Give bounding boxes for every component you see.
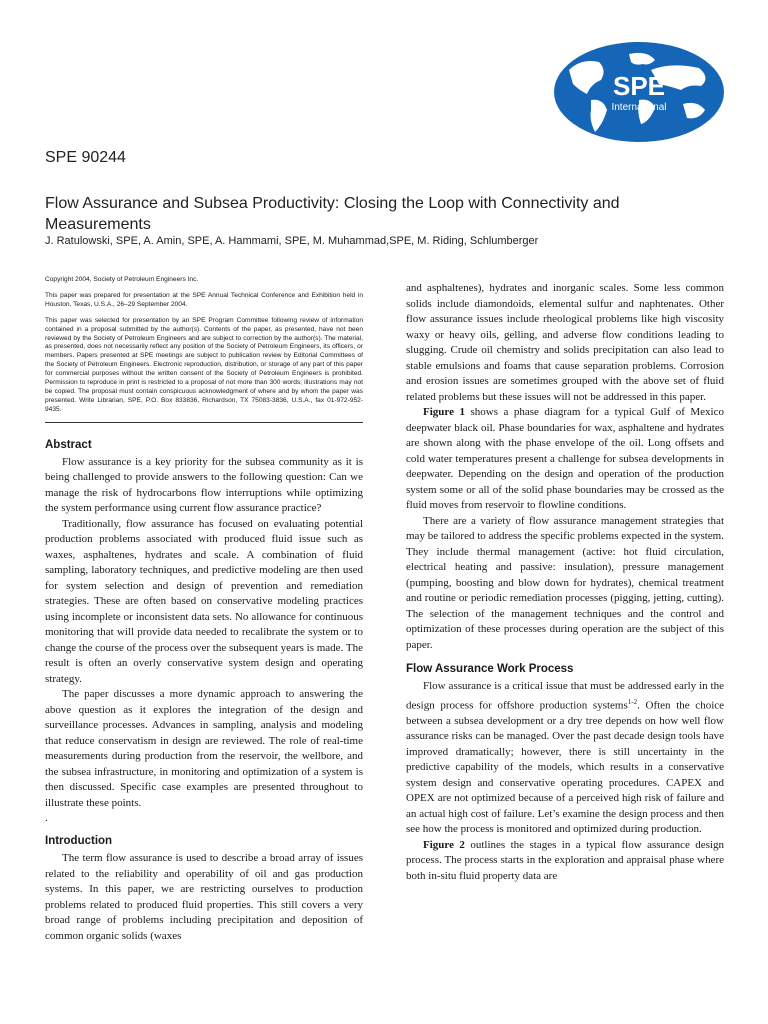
body-paragraph <box>406 679 724 838</box>
copyright-line: Copyright 2004, Society of Petroleum Engineers Inc. <box>45 276 199 283</box>
body-paragraph <box>406 405 724 514</box>
work-process-text-a: Flow assurance is a critical issue that must be addressed early in the design process for offshore production systems <box>406 680 724 712</box>
stray-dot: . <box>45 812 48 825</box>
logo-subtext: International <box>611 102 667 113</box>
work-process-heading: Flow Assurance Work Process <box>406 663 574 675</box>
figure-2-text: outlines the stages in a typical flow assurance design process. The process starts in the exploration and appraisal phase where both in-situ fluid property data are <box>406 838 724 882</box>
introduction-paragraph: The term flow assurance is used to describe a broad array of issues related to the reliability and operability of oil and gas production systems. In this paper, we are restricting ourselves to production problems related to produced fluid properties. This still covers a very broad range of problems including precipitation and deposition of common organic solids (waxes <box>45 852 363 942</box>
presentation-notice: This paper was prepared for presentation at the SPE Annual Technical Conference and Exhibition held in Houston, Texas, U.S.A., 26–29 September 2004. <box>45 291 363 308</box>
introduction-heading: Introduction <box>45 835 113 848</box>
logo-text: SPE <box>612 71 666 101</box>
paper-number: SPE 90244 <box>45 149 126 166</box>
figure-2-reference: Figure 2 <box>423 838 465 851</box>
body-paragraph: There are a variety of flow assurance management strategies that may be tailored to address the specific problems expected in the system. They include thermal management (active: hot fluid circulation, electrical heating and passive: insulation), pressure management (pumping, boosting and blow down for hydrates), chemical treatment and routine or periodic remediation processes (pigging, jetting, cutting). The selection of the management techniques and the control and optimization of these processes during operation are the subject of this paper. <box>406 514 724 651</box>
citation-superscript: 1-2 <box>627 697 638 706</box>
work-process-text-b: . Often the choice between a subsea development or a dry tree depends on how well flow assurance risks can be managed. Over the past decade design tools have improved dramatically; however, there is still uncertainty in the predictive capability of the models, which results in a conservative system design and conservative operating procedures. CAPEX and OPEX are not optimized because of a perceived high risk of failure and an actual high cost of failure. Let’s examine the design process and then see how the process is monitored and optimized during production. <box>406 699 725 836</box>
left-column <box>45 276 363 944</box>
right-column <box>406 281 724 884</box>
body-paragraph <box>406 838 724 885</box>
figure-1-reference: Figure 1 <box>423 406 465 418</box>
abstract-paragraph: The paper discusses a more dynamic approach to answering the above question as it explores the integration of the design and surveillance processes. Advances in sampling, analysis and modeling that reduce conservatism in design are reviewed. The role of real-time measurements during production from the reservoir, the wellbore, and the subsea infrastructure, in monitoring and optimization of a system is then discussed. Specific case examples are presented throughout to illustrate these points. <box>45 688 363 809</box>
spe-globe-logo-icon <box>551 40 727 144</box>
copyright-divider <box>45 422 363 423</box>
body-paragraph: and asphaltenes), hydrates and inorganic scales. Some less common solids include diamondoids, elemental sulfur and naphtenates. Other flow assurance issues include rheological problems like high viscosity waxy or heavy oils, gelling, and adverse flow conditions leading to slugging. Crude oil chemistry and solids precipitation can also lead to stable emulsions and foams that cause separation problems. Corrosion and erosion issues are sometimes grouped with the above set of fluid related problems but these issues will not be addressed in this paper. <box>406 282 724 403</box>
abstract-paragraph: Traditionally, flow assurance has focused on evaluating potential production problems associated with produced fluid issue such as waxes, asphaltenes, hydrates and scale. A combination of fluid sampling, laboratory techniques, and predictive modeling are then used for system selection and design of prevention and remediation strategies. These are often based on conservative modeling practices using incomplete or inconsistent data sets. No allowance for continuous monitoring that will provide data needed to recalibrate the system or to change the course of the process over the subsequent years is made. The result is often an overly conservative system design and operating strategy. <box>45 517 363 685</box>
author-list: J. Ratulowski, SPE, A. Amin, SPE, A. Hammami, SPE, M. Muhammad,SPE, M. Riding, Schlumberger <box>45 235 539 247</box>
paper-title: Flow Assurance and Subsea Productivity: Closing the Loop with Connectivity and Measurements <box>45 195 620 233</box>
figure-1-text: shows a phase diagram for a typical Gulf of Mexico deepwater black oil. Phase boundaries for wax, asphaltene and hydrates are shown along with the phase envelope of the oil. Long offsets and cold water temperatures present a challenge for subsea developments in deepwater. Depending on the design and operation of the production system some or all of the solid phase boundaries may be crossed as the fluid moves from reservoir to flowline conditions. <box>406 406 724 511</box>
abstract-heading: Abstract <box>45 438 92 451</box>
abstract-paragraph: Flow assurance is a key priority for the subsea community as it is being challenged to provide answers to the following question: Can we manage the risk of hydrocarbons flow interruptions while optimizing the system performance using current flow assurance practice? <box>45 455 363 515</box>
selection-notice: This paper was selected for presentation by an SPE Program Committee following review of information contained in a proposal submitted by the author(s). Contents of the paper, as presented, have not been reviewed by the Society of Petroleum Engineers and are subject to correction by the author(s). The material, as presented, does not necessarily reflect any position of the Society of Petroleum Engineers, its officers, or members. Papers presented at SPE meetings are subject to publication review by Editorial Committees of the Society of Petroleum Engineers. Electronic reproduction, distribution, or storage of any part of this paper for commercial purposes without the written consent of the Society of Petroleum Engineers is prohibited. Permission to reproduce in print is restricted to a proposal of not more than 300 words; illustrations may not be copied. The proposal must contain conspicuous acknowledgment of where and by whom the paper was presented. Write Librarian, SPE, P.O. Box 833836, Richardson, TX 75083-3836, U.S.A., fax 01-972-952-9435. <box>45 316 363 413</box>
